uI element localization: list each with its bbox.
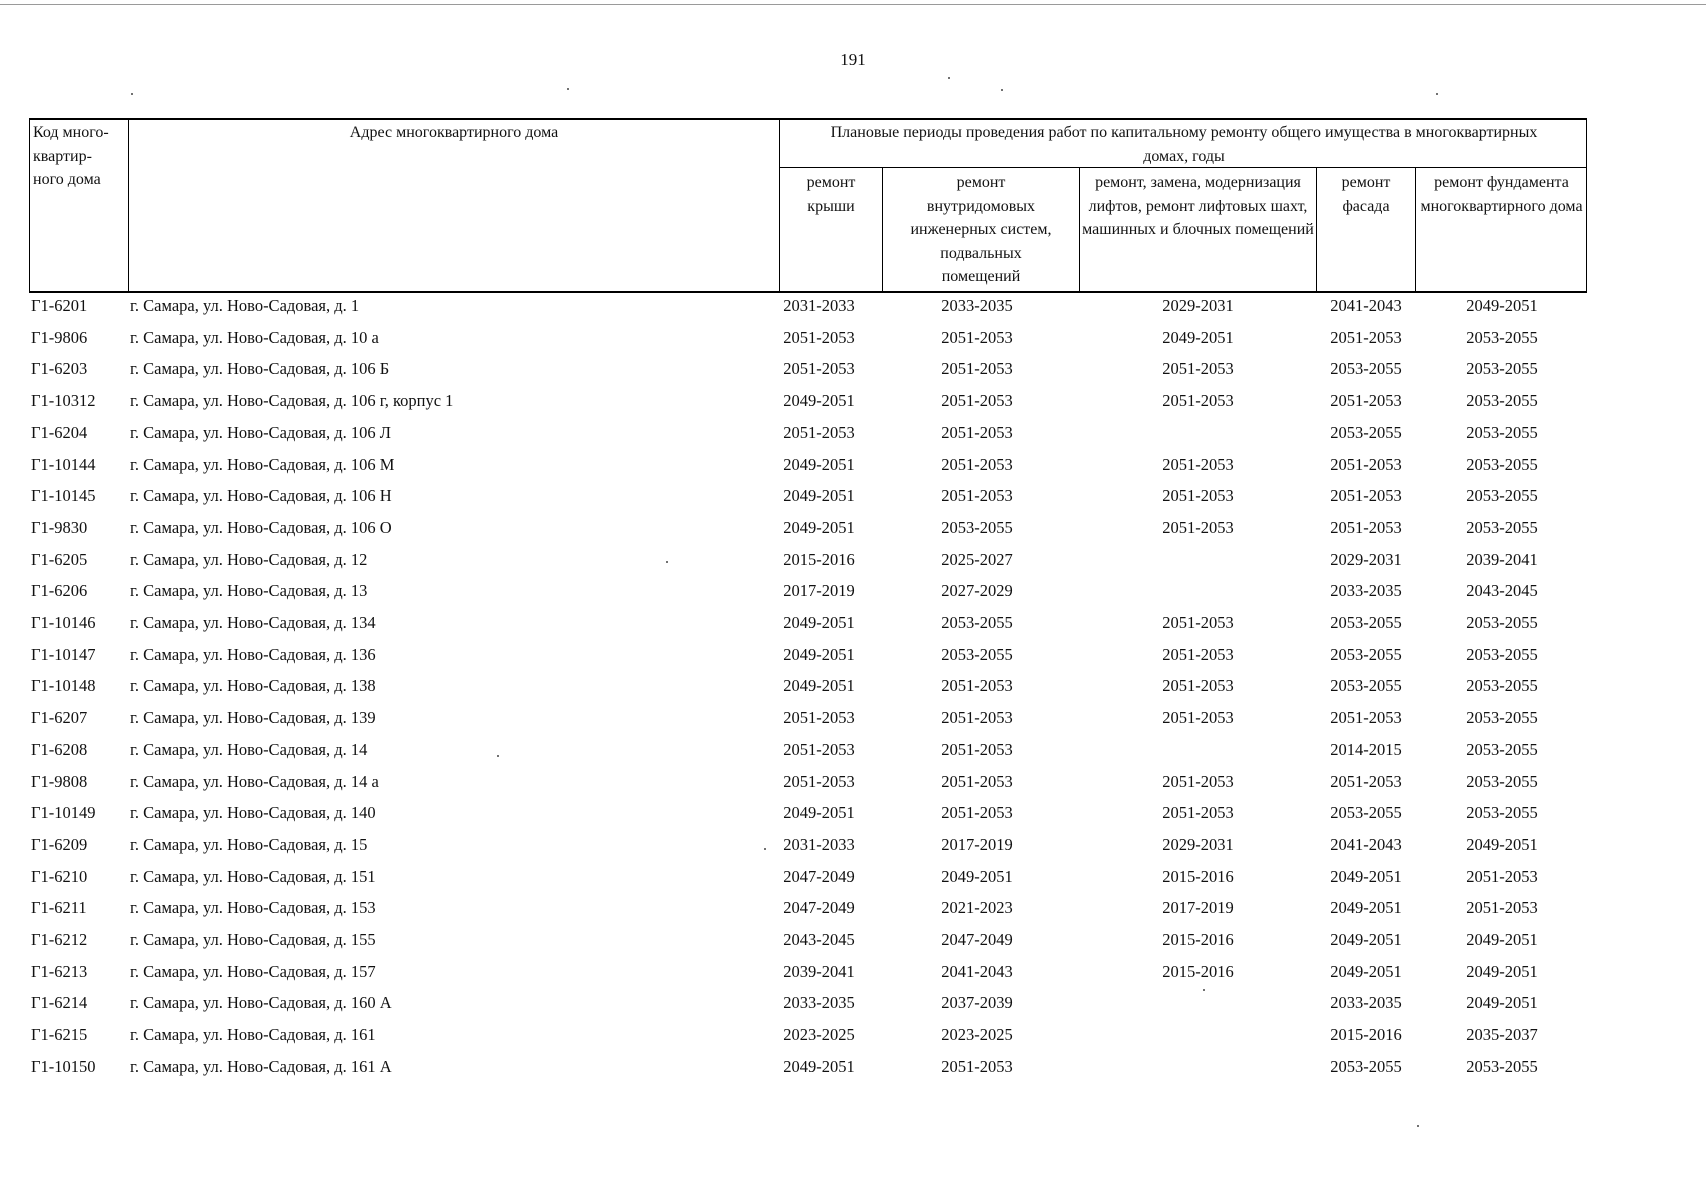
cell-engineering: 2051-2053 xyxy=(941,359,1013,379)
cell-lifts: 2015-2016 xyxy=(1162,866,1234,886)
header-rule-top xyxy=(29,118,1587,120)
cell-roof: 2049-2051 xyxy=(783,1056,855,1076)
cell-facade: 2015-2016 xyxy=(1330,1025,1402,1045)
cell-facade: 2033-2035 xyxy=(1330,581,1402,601)
cell-address: г. Самара, ул. Ново-Садовая, д. 151 xyxy=(130,866,376,886)
cell-roof: 2039-2041 xyxy=(783,961,855,981)
table-row xyxy=(29,420,1587,452)
cell-address: г. Самара, ул. Ново-Садовая, д. 15 xyxy=(130,834,368,854)
cell-roof: 2049-2051 xyxy=(783,644,855,664)
cell-roof: 2051-2053 xyxy=(783,422,855,442)
cell-address: г. Самара, ул. Ново-Садовая, д. 106 М xyxy=(130,454,395,474)
cell-foundation: 2053-2055 xyxy=(1466,486,1538,506)
scan-speck xyxy=(948,77,950,79)
header-rule-v2 xyxy=(779,118,780,293)
table-row xyxy=(29,610,1587,642)
cell-address: г. Самара, ул. Ново-Садовая, д. 134 xyxy=(130,613,376,632)
cell-address: г. Самара, ул. Ново-Садовая, д. 161 xyxy=(130,1025,376,1045)
scan-speck xyxy=(1001,89,1003,91)
cell-facade: 2049-2051 xyxy=(1330,930,1402,949)
table-row xyxy=(29,800,1587,832)
cell-facade: 2053-2055 xyxy=(1330,422,1402,442)
table-row xyxy=(29,1022,1587,1054)
scan-speck xyxy=(567,88,569,90)
cell-foundation: 2053-2055 xyxy=(1466,613,1538,632)
table-row xyxy=(29,864,1587,896)
header-address: Адрес многоквартирного дома xyxy=(349,124,559,141)
cell-roof: 2049-2051 xyxy=(783,517,855,537)
table-row xyxy=(29,1054,1587,1086)
cell-code: Г1-6213 xyxy=(31,961,88,981)
cell-roof: 2049-2051 xyxy=(783,676,855,696)
cell-facade: 2051-2053 xyxy=(1330,486,1402,506)
cell-lifts xyxy=(1084,1022,1312,1054)
cell-code: Г1-6207 xyxy=(31,708,88,728)
table-row xyxy=(29,895,1587,927)
table-row xyxy=(29,927,1587,959)
cell-lifts xyxy=(1084,990,1312,1022)
cell-address: г. Самара, ул. Ново-Садовая, д. 106 г, корпус 1 xyxy=(130,391,454,411)
header-periods: Плановые периоды проведения работ по капитальному ремонту общего имущества в многоквартирных домах, годы xyxy=(830,124,1538,165)
cell-address: г. Самара, ул. Ново-Садовая, д. 138 xyxy=(130,676,376,696)
cell-foundation: 2039-2041 xyxy=(1466,549,1538,569)
cell-foundation: 2051-2053 xyxy=(1466,898,1538,918)
cell-foundation: 2053-2055 xyxy=(1466,454,1538,474)
cell-code: Г1-10312 xyxy=(31,391,96,411)
cell-engineering: 2049-2051 xyxy=(941,866,1013,886)
cell-engineering: 2021-2023 xyxy=(941,898,1013,918)
cell-engineering: 2051-2053 xyxy=(941,676,1013,696)
cell-lifts: 2049-2051 xyxy=(1162,327,1234,347)
cell-address: г. Самара, ул. Ново-Садовая, д. 106 Б xyxy=(130,359,390,379)
cell-code: Г1-6214 xyxy=(31,993,88,1013)
cell-engineering: 2053-2055 xyxy=(941,517,1013,537)
table-row xyxy=(29,547,1587,579)
cell-foundation: 2053-2055 xyxy=(1466,422,1538,442)
cell-address: г. Самара, ул. Ново-Садовая, д. 160 А xyxy=(130,993,392,1013)
table-row xyxy=(29,673,1587,705)
cell-code: Г1-10150 xyxy=(31,1056,96,1076)
cell-facade: 2049-2051 xyxy=(1330,898,1402,918)
header-rule-v3 xyxy=(882,167,883,293)
table-row xyxy=(29,515,1587,547)
cell-foundation: 2053-2055 xyxy=(1466,771,1538,791)
cell-engineering: 2051-2053 xyxy=(941,771,1013,791)
cell-facade: 2053-2055 xyxy=(1330,613,1402,632)
table-row xyxy=(29,325,1587,357)
cell-foundation: 2053-2055 xyxy=(1466,644,1538,664)
cell-address: г. Самара, ул. Ново-Садовая, д. 155 xyxy=(130,930,376,949)
cell-address: г. Самара, ул. Ново-Садовая, д. 1 xyxy=(130,296,360,315)
cell-address: г. Самара, ул. Ново-Садовая, д. 106 Н xyxy=(130,486,392,506)
cell-code: Г1-10149 xyxy=(31,803,96,823)
cell-roof: 2047-2049 xyxy=(783,866,855,886)
cell-facade: 2053-2055 xyxy=(1330,803,1402,823)
cell-code: Г1-9808 xyxy=(31,771,88,791)
cell-roof: 2049-2051 xyxy=(783,454,855,474)
cell-foundation: 2049-2051 xyxy=(1466,834,1538,854)
cell-facade: 2051-2053 xyxy=(1330,391,1402,411)
cell-address: г. Самара, ул. Ново-Садовая, д. 13 xyxy=(130,581,368,601)
cell-code: Г1-9830 xyxy=(31,517,88,537)
cell-lifts: 2017-2019 xyxy=(1162,898,1234,918)
cell-engineering: 2051-2053 xyxy=(941,803,1013,823)
page-number: 191 xyxy=(840,50,866,69)
cell-facade: 2041-2043 xyxy=(1330,834,1402,854)
cell-foundation: 2053-2055 xyxy=(1466,803,1538,823)
cell-lifts: 2029-2031 xyxy=(1162,296,1234,315)
table-row xyxy=(29,356,1587,388)
cell-address: г. Самара, ул. Ново-Садовая, д. 136 xyxy=(130,644,376,664)
cell-roof: 2051-2053 xyxy=(783,739,855,759)
cell-facade: 2051-2053 xyxy=(1330,327,1402,347)
cell-roof: 2051-2053 xyxy=(783,359,855,379)
cell-code: Г1-6204 xyxy=(31,422,88,442)
scan-edge-line xyxy=(0,4,1706,5)
cell-foundation: 2053-2055 xyxy=(1466,708,1538,728)
cell-code: Г1-6211 xyxy=(31,898,87,918)
cell-roof: 2031-2033 xyxy=(783,834,855,854)
cell-code: Г1-6210 xyxy=(31,866,88,886)
header-foundation: ремонт фундамента многоквартирного дома xyxy=(1420,174,1583,215)
cell-roof: 2015-2016 xyxy=(783,549,855,569)
cell-address: г. Самара, ул. Ново-Садовая, д. 12 xyxy=(130,549,368,569)
cell-code: Г1-6203 xyxy=(31,359,88,379)
cell-engineering: 2051-2053 xyxy=(941,454,1013,474)
cell-lifts xyxy=(1084,547,1312,579)
cell-foundation: 2049-2051 xyxy=(1466,296,1538,315)
cell-address: г. Самара, ул. Ново-Садовая, д. 14 xyxy=(130,739,368,759)
cell-facade: 2053-2055 xyxy=(1330,359,1402,379)
cell-engineering: 2051-2053 xyxy=(941,422,1013,442)
cell-foundation: 2053-2055 xyxy=(1466,327,1538,347)
cell-engineering: 2033-2035 xyxy=(941,296,1013,315)
cell-foundation: 2049-2051 xyxy=(1466,993,1538,1013)
header-facade: ремонт фасада xyxy=(1341,174,1391,215)
cell-facade: 2033-2035 xyxy=(1330,993,1402,1013)
cell-lifts xyxy=(1084,420,1312,452)
cell-engineering: 2037-2039 xyxy=(941,993,1013,1013)
cell-roof: 2023-2025 xyxy=(783,1025,855,1045)
cell-roof: 2043-2045 xyxy=(783,930,855,949)
cell-roof: 2049-2051 xyxy=(783,486,855,506)
cell-address: г. Самара, ул. Ново-Садовая, д. 10 а xyxy=(130,327,379,347)
cell-facade: 2049-2051 xyxy=(1330,961,1402,981)
cell-engineering: 2051-2053 xyxy=(941,739,1013,759)
cell-facade: 2014-2015 xyxy=(1330,739,1402,759)
cell-code: Г1-9806 xyxy=(31,327,88,347)
table-row xyxy=(29,832,1587,864)
cell-facade: 2041-2043 xyxy=(1330,296,1402,315)
cell-address: г. Самара, ул. Ново-Садовая, д. 14 а xyxy=(130,771,379,791)
cell-roof: 2051-2053 xyxy=(783,327,855,347)
cell-roof: 2049-2051 xyxy=(783,803,855,823)
header-roof: ремонт крыши xyxy=(806,174,856,215)
table-row xyxy=(29,293,1587,325)
cell-code: Г1-10145 xyxy=(31,486,96,506)
cell-lifts: 2051-2053 xyxy=(1162,359,1234,379)
cell-foundation: 2053-2055 xyxy=(1466,517,1538,537)
cell-foundation: 2051-2053 xyxy=(1466,866,1538,886)
table-row xyxy=(29,483,1587,515)
cell-engineering: 2047-2049 xyxy=(941,930,1013,949)
cell-code: Г1-10146 xyxy=(31,613,96,632)
cell-code: Г1-10148 xyxy=(31,676,96,696)
table-row xyxy=(29,642,1587,674)
cell-address: г. Самара, ул. Ново-Садовая, д. 140 xyxy=(130,803,376,823)
cell-lifts: 2015-2016 xyxy=(1162,961,1234,981)
cell-facade: 2029-2031 xyxy=(1330,549,1402,569)
header-rule-v7 xyxy=(1586,118,1587,293)
scan-speck xyxy=(1436,93,1438,95)
cell-roof: 2033-2035 xyxy=(783,993,855,1013)
cell-foundation: 2035-2037 xyxy=(1466,1025,1538,1045)
cell-lifts: 2051-2053 xyxy=(1162,708,1234,728)
cell-lifts: 2051-2053 xyxy=(1162,391,1234,411)
table-row xyxy=(29,452,1587,484)
cell-engineering: 2051-2053 xyxy=(941,486,1013,506)
cell-foundation: 2053-2055 xyxy=(1466,391,1538,411)
cell-lifts: 2051-2053 xyxy=(1162,613,1234,632)
cell-engineering: 2017-2019 xyxy=(941,834,1013,854)
cell-facade: 2051-2053 xyxy=(1330,771,1402,791)
cell-code: Г1-6205 xyxy=(31,549,88,569)
cell-engineering: 2051-2053 xyxy=(941,391,1013,411)
table-row xyxy=(29,388,1587,420)
cell-code: Г1-6209 xyxy=(31,834,88,854)
cell-lifts: 2051-2053 xyxy=(1162,517,1234,537)
cell-lifts: 2051-2053 xyxy=(1162,676,1234,696)
header-rule-v5 xyxy=(1316,167,1317,293)
header-rule-v6 xyxy=(1415,167,1416,293)
cell-engineering: 2053-2055 xyxy=(941,644,1013,664)
table-row xyxy=(29,990,1587,1022)
cell-engineering: 2051-2053 xyxy=(941,1056,1013,1076)
header-engineering: ремонт внутридомовых инженерных систем, подвальных помещений xyxy=(910,174,1052,285)
cell-code: Г1-6206 xyxy=(31,581,88,601)
cell-facade: 2053-2055 xyxy=(1330,1056,1402,1076)
cell-lifts xyxy=(1084,1054,1312,1086)
cell-engineering: 2023-2025 xyxy=(941,1025,1013,1045)
cell-lifts: 2029-2031 xyxy=(1162,834,1234,854)
cell-lifts: 2051-2053 xyxy=(1162,486,1234,506)
cell-code: Г1-6212 xyxy=(31,930,88,949)
cell-facade: 2051-2053 xyxy=(1330,708,1402,728)
cell-facade: 2051-2053 xyxy=(1330,517,1402,537)
header-lifts: ремонт, замена, модернизация лифтов, ремонт лифтовых шахт, машинных и блочных помещений xyxy=(1082,174,1314,238)
cell-engineering: 2051-2053 xyxy=(941,708,1013,728)
cell-foundation: 2053-2055 xyxy=(1466,676,1538,696)
header-code: Код много-квартир-ного дома xyxy=(33,124,109,188)
cell-facade: 2051-2053 xyxy=(1330,454,1402,474)
cell-facade: 2053-2055 xyxy=(1330,676,1402,696)
cell-foundation: 2053-2055 xyxy=(1466,739,1538,759)
cell-engineering: 2053-2055 xyxy=(941,613,1013,632)
cell-engineering: 2025-2027 xyxy=(941,549,1013,569)
table-row xyxy=(29,959,1587,991)
table-row xyxy=(29,578,1587,610)
cell-address: г. Самара, ул. Ново-Садовая, д. 161 А xyxy=(130,1056,392,1076)
cell-engineering: 2041-2043 xyxy=(941,961,1013,981)
scan-speck xyxy=(1417,1125,1419,1127)
cell-foundation: 2049-2051 xyxy=(1466,961,1538,981)
cell-roof: 2051-2053 xyxy=(783,771,855,791)
cell-code: Г1-6215 xyxy=(31,1025,88,1045)
cell-foundation: 2053-2055 xyxy=(1466,1056,1538,1076)
cell-lifts: 2051-2053 xyxy=(1162,644,1234,664)
header-rule-v4 xyxy=(1079,167,1080,293)
table-header xyxy=(29,118,1587,293)
cell-code: Г1-10147 xyxy=(31,644,96,664)
table-row xyxy=(29,769,1587,801)
cell-lifts: 2015-2016 xyxy=(1162,930,1234,949)
cell-engineering: 2027-2029 xyxy=(941,581,1013,601)
cell-facade: 2053-2055 xyxy=(1330,644,1402,664)
cell-roof: 2031-2033 xyxy=(783,296,855,315)
cell-roof: 2049-2051 xyxy=(783,613,855,632)
cell-address: г. Самара, ул. Ново-Садовая, д. 106 Л xyxy=(130,422,391,442)
table-row xyxy=(29,737,1587,769)
cell-address: г. Самара, ул. Ново-Садовая, д. 106 О xyxy=(130,517,392,537)
cell-code: Г1-6208 xyxy=(31,739,88,759)
cell-address: г. Самара, ул. Ново-Садовая, д. 153 xyxy=(130,898,376,918)
cell-roof: 2047-2049 xyxy=(783,898,855,918)
cell-roof: 2051-2053 xyxy=(783,708,855,728)
cell-lifts xyxy=(1084,578,1312,610)
cell-facade: 2049-2051 xyxy=(1330,866,1402,886)
cell-foundation: 2049-2051 xyxy=(1466,930,1538,949)
cell-address: г. Самара, ул. Ново-Садовая, д. 139 xyxy=(130,708,376,728)
cell-foundation: 2043-2045 xyxy=(1466,581,1538,601)
cell-code: Г1-6201 xyxy=(31,296,88,315)
cell-foundation: 2053-2055 xyxy=(1466,359,1538,379)
cell-address: г. Самара, ул. Ново-Садовая, д. 157 xyxy=(130,961,376,981)
table-row xyxy=(29,705,1587,737)
cell-engineering: 2051-2053 xyxy=(941,327,1013,347)
scan-speck xyxy=(131,93,133,95)
cell-roof: 2049-2051 xyxy=(783,391,855,411)
cell-lifts: 2051-2053 xyxy=(1162,771,1234,791)
cell-lifts xyxy=(1084,737,1312,769)
cell-code: Г1-10144 xyxy=(31,454,96,474)
cell-lifts: 2051-2053 xyxy=(1162,803,1234,823)
cell-roof: 2017-2019 xyxy=(783,581,855,601)
cell-lifts: 2051-2053 xyxy=(1162,454,1234,474)
